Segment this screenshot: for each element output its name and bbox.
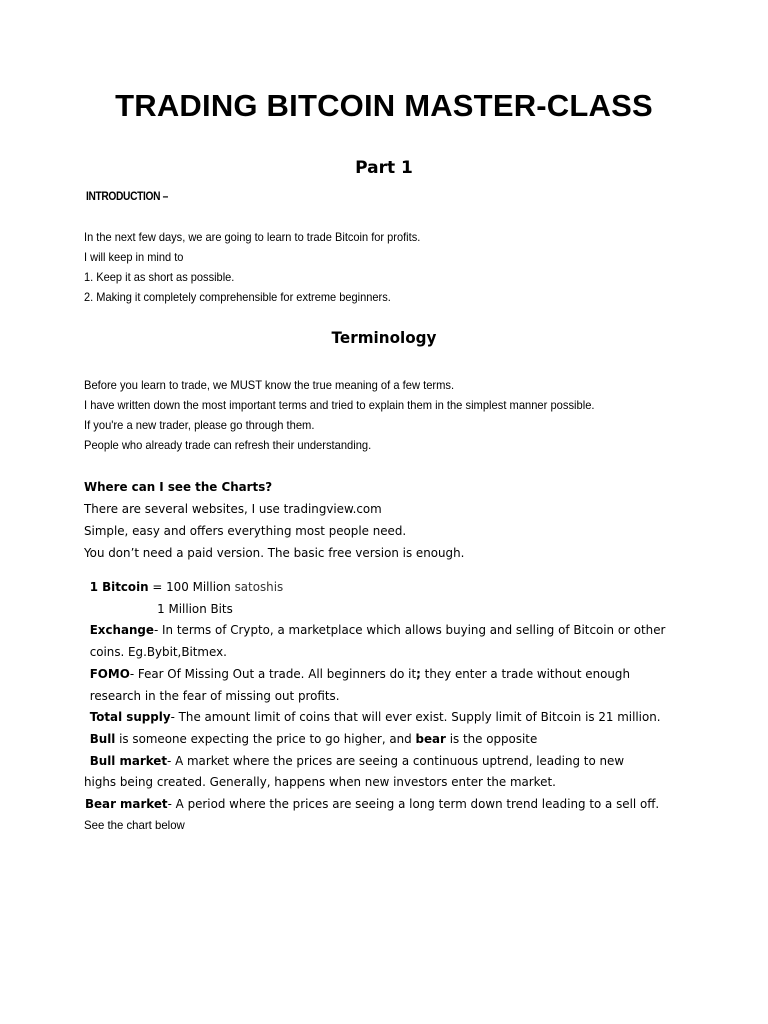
definition-exchange — [84, 619, 665, 641]
definition-bitcoin — [84, 576, 665, 598]
charts-line: Simple, easy and offers everything most people need. — [84, 523, 407, 538]
intro-line: I will keep in mind to — [84, 250, 184, 264]
terminology-heading: Terminology — [331, 328, 437, 347]
term-total-supply: Total supply — [89, 709, 171, 725]
definition-total-supply — [84, 706, 665, 728]
intro-line: 2. Making it completely comprehensible for extreme beginners. — [84, 290, 391, 304]
term-bear-market: Bear market — [84, 796, 168, 812]
terminology-line: I have written down the most important terms and tried to explain them in the simplest manner possible. — [84, 398, 595, 412]
intro-line: 1. Keep it as short as possible. — [84, 270, 235, 284]
term-bull-market: Bull market — [89, 752, 168, 768]
part-heading: Part 1 — [355, 158, 413, 178]
definition-bull-market — [84, 750, 665, 772]
definition-fomo — [84, 663, 665, 685]
definition-bear-market — [84, 793, 665, 815]
bull-market-definition-cont: highs being created. Generally, happens when new investors enter the market. — [84, 774, 556, 790]
bull-definition: is someone expecting the price to go higher, and — [115, 730, 416, 746]
introduction-heading: INTRODUCTION – — [86, 189, 168, 203]
exchange-definition-cont: coins. Eg.Bybit,Bitmex. — [89, 644, 227, 660]
fomo-definition-tail: they enter a trade without enough — [420, 665, 631, 681]
document-title: TRADING BITCOIN MASTER-CLASS — [115, 88, 653, 123]
term-bull: Bull — [89, 730, 116, 746]
definition-bits: 1 Million Bits — [157, 600, 233, 616]
term-bitcoin: 1 Bitcoin — [89, 579, 149, 594]
term-fomo: FOMO — [89, 665, 130, 681]
terminology-line: Before you learn to trade, we MUST know the true meaning of a few terms. — [84, 378, 455, 392]
terminology-line: If you're a new trader, please go through them. — [84, 418, 315, 432]
total-supply-definition: - The amount limit of coins that will ever exist. Supply limit of Bitcoin is 21 million. — [170, 709, 661, 725]
definitions-list — [84, 576, 665, 836]
bitcoin-equivalence: = 100 Million — [148, 579, 235, 594]
charts-question: Where can I see the Charts? — [84, 479, 273, 494]
intro-line: In the next few days, we are going to learn to trade Bitcoin for profits. — [84, 230, 421, 244]
charts-section — [84, 476, 464, 564]
charts-line: There are several websites, I use tradingview.com — [84, 501, 382, 516]
definition-bull-bear — [84, 728, 665, 750]
see-chart-note: See the chart below — [84, 817, 185, 832]
bear-market-definition: - A period where the prices are seeing a long term down trend leading to a sell off. — [167, 796, 660, 812]
bear-definition: is the opposite — [445, 730, 538, 746]
term-exchange: Exchange — [89, 622, 154, 638]
exchange-definition: - In terms of Crypto, a marketplace which allows buying and selling of Bitcoin or other — [153, 622, 666, 638]
bull-market-definition: - A market where the prices are seeing a continuous uptrend, leading to new — [167, 752, 625, 768]
fomo-semicolon: ; — [416, 665, 421, 681]
charts-line: You don’t need a paid version. The basic free version is enough. — [84, 545, 465, 560]
introduction-paragraph — [84, 227, 420, 307]
term-bear: bear — [415, 730, 446, 746]
fomo-definition-cont: research in the fear of missing out profits. — [89, 687, 340, 703]
terminology-paragraph — [84, 375, 595, 455]
bitcoin-unit: satoshis — [234, 579, 284, 594]
terminology-line: People who already trade can refresh their understanding. — [84, 438, 372, 452]
fomo-definition: - Fear Of Missing Out a trade. All beginners do it — [129, 665, 417, 681]
